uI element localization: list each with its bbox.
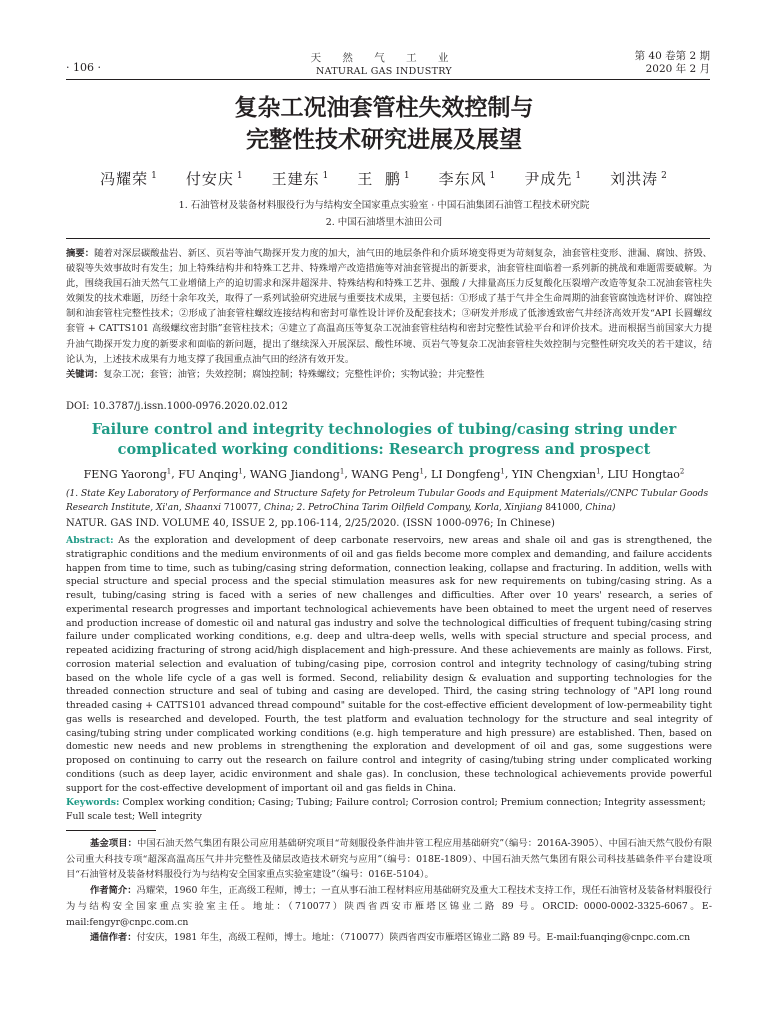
abstract-en — [66, 534, 712, 795]
doi: DOI: 10.3787/j.issn.1000-0976.2020.02.012 — [66, 401, 288, 412]
title-en — [0, 420, 768, 460]
affiliations-cn — [0, 197, 768, 231]
author-en: YIN Chengxian$^1$ — [511, 467, 601, 481]
footnotes — [66, 836, 712, 946]
volume-issue: 第 40 卷第 2 期 — [634, 50, 710, 62]
issue-info — [635, 50, 710, 76]
abstract-cn — [66, 246, 712, 382]
author-cn: 王建东 $^1$ — [271, 170, 330, 188]
footnote-rule — [66, 830, 156, 831]
abstract-top-rule — [66, 238, 710, 239]
citation-en: NATUR. GAS IND. VOLUME 40, ISSUE 2, pp.106-114, 2/25/2020. (ISSN 1000-0976; In Chinese) — [66, 518, 555, 529]
issue-date: 2020 年 2 月 — [645, 63, 710, 75]
title-cn-line-2: 完整性技术研究进展及展望 — [246, 126, 522, 153]
authors-en: FENG Yaorong$^1$, FU Anqing$^1$, WANG Jiandong$^1$, WANG Peng$^1$, LI Dongfeng$^1$, YIN Chengxian$^1$, LIU Hongtao$^2$ — [83, 467, 685, 481]
keywords-en-label: Keywords: — [66, 797, 120, 808]
author-cn: 付安庆 $^1$ — [185, 170, 244, 188]
authors-cn — [0, 168, 768, 189]
author-en: FENG Yaorong$^1$ — [83, 467, 172, 481]
author-en: WANG Peng$^1$ — [351, 467, 424, 481]
keywords-en-text: Complex working condition; Casing; Tubing; Failure control; Corrosion control; Premium connection; Integrity assessment; Full scale test; Well integrity — [66, 797, 706, 822]
footnote-author: 作者简介：冯耀荣，1960 年生，正高级工程师，博士；一直从事石油工程材料应用基础研究及重大工程技术支持工作，现任石油管材及装备材料服役行为与结构安全国家重点实验室主任。地址：（710077）陕西省西安市雁塔区锦业二路 89 号。ORCID: 0000-0002-3325-6067。E-mail:fengyr@cnpc.com.cn — [66, 885, 712, 928]
journal-name-cn: 天 然 气 工 业 — [310, 52, 458, 64]
header-rule — [66, 79, 710, 80]
title-cn — [0, 92, 768, 156]
keywords-cn-text: 复杂工况；套管；油管；失效控制；腐蚀控制；特殊螺纹；完整性评价；实物试验；井完整性 — [103, 368, 485, 380]
author-en: FU Anqing$^1$ — [178, 467, 243, 481]
author-cn: 刘洪涛 $^2$ — [610, 170, 668, 188]
author-cn: 李东风 $^1$ — [438, 170, 497, 188]
affiliation-cn-1: 1. 石油管材及装备材料服役行为与结构安全国家重点实验室 · 中国石油集团石油管工程技术研究院 — [178, 200, 590, 211]
author-cn: 冯耀荣 $^1$ — [100, 170, 158, 188]
journal-name-en: NATURAL GAS INDUSTRY — [316, 66, 452, 77]
abstract-en-text: As the exploration and development of deep carbonate reservoirs, new areas and shale oil and gas is strengthened, the stratigraphic conditions and the medium environments of oil and gas fields become more complex and demanding, and failure accidents happen from time to time, such as tubing/casing string deformation, connection leaking, collapse and fracturing. In addition, wells with special structure and special process and the special stimulation measures ask for new requirements on tubing/casing string. As a result, tubing/casing string is faced with a series of new challenges and difficulties. After over 10 years' research, a series of experimental research progresses and important technological achievements have been obtained to meet the urgent need of reserves and production increase of domestic oil and natural gas industry and solve the technological difficulties of frequent tubing/casing string failure under complicated working conditions, e.g. deep and ultra-deep wells, wells with special structure and special process, and repeated acidizing fracturing of strong acid/high displacement and high-pressure. And these achievements are mainly as follows. First, corrosion material selection and evaluation of tubing/casing pipe, corrosion control and integrity technology of casing/tubing string based on the whole life cycle of a gas well is formed. Second, reliability design & evaluation and supporting technologies for the threaded connection structure and seal of tubing and casing are developed. Third, the casing string technology of "API long round threaded casing + CATTS101 advanced thread compound" suitable for the cost-effective efficient development of low-permeability tight gas wells is researched and developed. Fourth, the test platform and evaluation technology for the structure and seal integrity of casing/tubing string under complicated working conditions (e.g. high temperature and high pressure) are established. Then, based on domestic new needs and new problems in strengthening the exploration and development of oil and gas, some suggestions were proposed on continuing to carry out the research on failure control and integrity of casing/tubing string under complicated working conditions (such as deep layer, acidic environment and shale gas). In conclusion, these technological achievements provide powerful support for the cost-effective development of important oil and gas fields in China. — [66, 535, 712, 794]
author-cn: 王 鹏 $^1$ — [357, 170, 411, 188]
abstract-cn-label: 摘要： — [66, 248, 95, 259]
title-en-line-1: Failure control and integrity technologies of tubing/casing string under — [91, 421, 677, 438]
title-cn-line-1: 复杂工况油套管柱失效控制与 — [234, 94, 534, 121]
keywords-cn-label: 关键词： — [66, 368, 104, 380]
author-en: LIU Hongtao$^2$ — [607, 467, 685, 481]
author-en: LI Dongfeng$^1$ — [430, 467, 505, 481]
affiliation-cn-2: 2. 中国石油塔里木油田公司 — [325, 217, 443, 228]
keywords-en — [66, 796, 712, 824]
abstract-cn-text: 随着对深层碳酸盐岩、新区、页岩等油气勘探开发力度的加大，油气田的地层条件和介质环境变得更为苛刻复杂，油套管柱变形、泄漏、腐蚀、挤毁、破裂等失效事故时有发生；加上特殊结构井和特殊工艺井、特殊增产改造措施等对油套管提出的新要求，油套管柱面临着一系列新的挑战和难题需要破解。为此，围绕我国石油天然气工业增储上产的迫切需求和深井超深井、特殊结构和特殊工艺井、强酸 / 大排量高压力反复酸化压裂增产改造等复杂工况油套管柱失效频发的技术难题，历经十余年攻关，取得了一系列试验研究进展与重要技术成果，主要包括：①形成了基于气井全生命周期的油套管腐蚀选材评价、腐蚀控制和油套管柱完整性技术；②形成了油套管柱螺纹连接结构和密封可靠性设计评价及配套技术；③研发并形成了低渗透致密气井经济高效开发“API 长圆螺纹套管 + CATTS101 高级螺纹密封脂”套管柱技术；④建立了高温高压等复杂工况油套管柱结构和密封完整性试验平台和评价技术。进而根据当前国家大力提升油气勘探开发力度的新要求和面临的新问题，提出了继续深入开展深层、酸性环境、页岩气等复杂工况油套管柱失效控制与完整性研究攻关的若干建议，结论认为，上述技术成果有力地支撑了我国重点油气田的经济有效开发。 — [66, 248, 712, 365]
affiliations-en: (1. State Key Laboratory of Performance and Structure Safety for Petroleum Tubular Goods and Equipment Materials//CNPC Tubular Goods Research Institute, Xi'an, Shaanxi 710077, China; 2. PetroChina Tarim Oilfield Company, Korla, Xinjiang 841000, China) — [66, 489, 709, 513]
title-en-line-2: complicated working conditions: Research progress and prospect — [117, 441, 651, 458]
author-en: WANG Jiandong$^1$ — [249, 467, 345, 481]
author-cn: 尹成先 $^1$ — [524, 170, 583, 188]
footnote-contact: 通信作者：付安庆，1981 年生，高级工程师，博士。地址：（710077）陕西省西安市雁塔区锦业二路 89 号。E-mail:fuanqing@cnpc.com.cn — [90, 932, 691, 944]
footnote-funding: 基金项目：中国石油天然气集团有限公司应用基础研究项目“苛刻服役条件油井管工程应用基础研究”（编号：2016A-3905）、中国石油天然气股份有限公司重大科技专项“超深高温高压气井井完整性及储层改造技术研究与应用”（编号：018E-1809）、中国石油天然气集团有限公司科技基础条件平台建设项目“石油管材及装备材料服役行为与结构安全国家重点实验室建设”（编号：016E-5104）。 — [66, 838, 712, 881]
abstract-en-label: Abstract: — [66, 535, 114, 546]
page-number: · 106 · — [66, 61, 101, 74]
